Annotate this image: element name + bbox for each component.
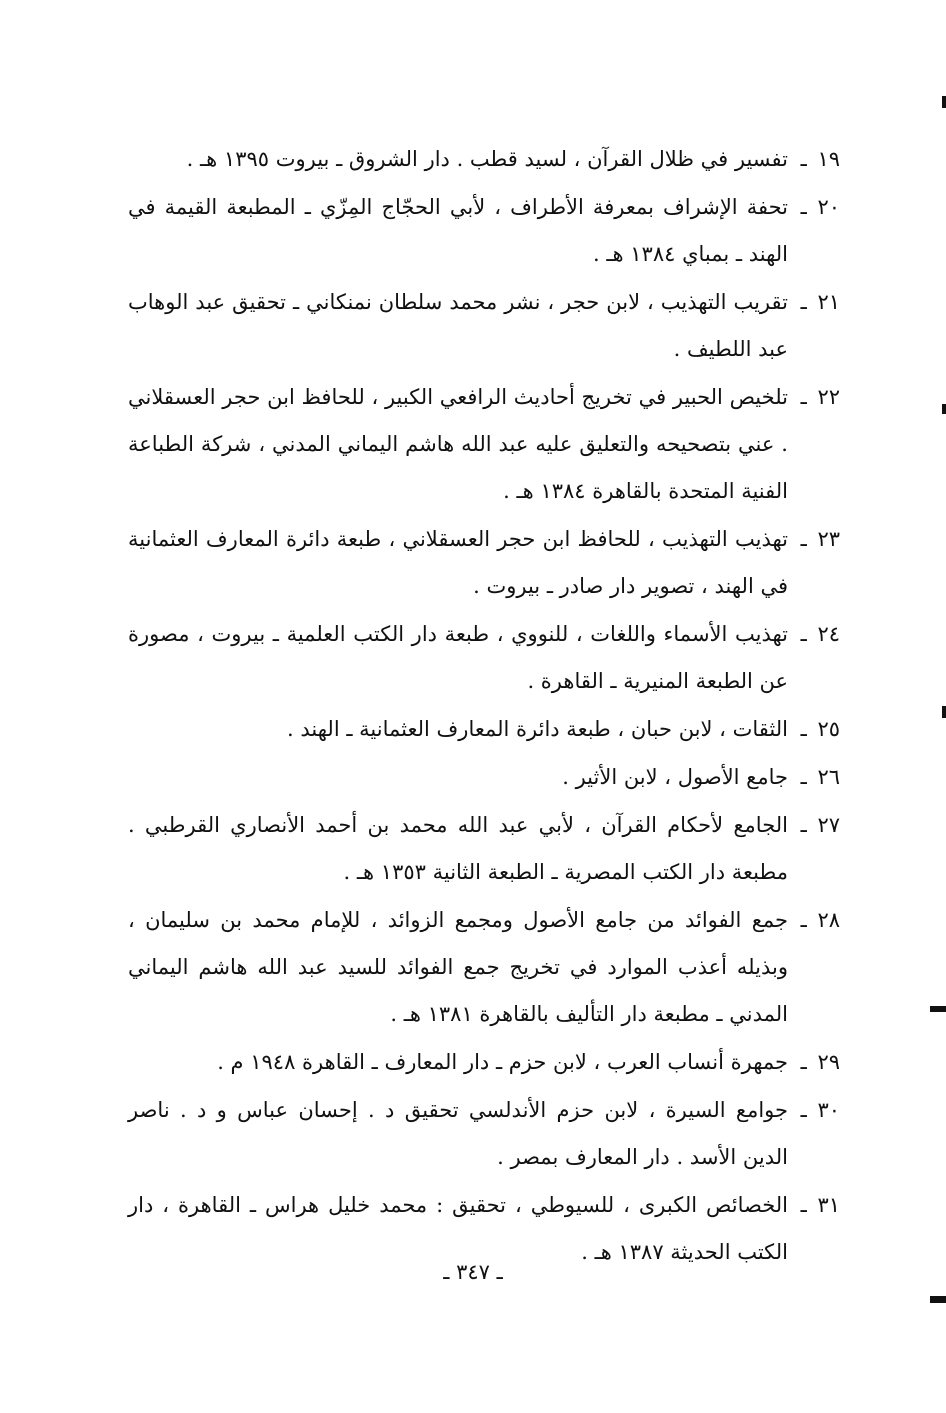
scan-edge-mark [930,1006,946,1012]
entry-text: جمع الفوائد من جامع الأصول ومجمع الزوائد ، للإمام محمد بن سليمان ، وبذيله أعذب الموارد في تخريج جمع الفوائد للسيد عبد الله هاشم اليماني المدني ـ مطبعة دار التأليف بالقاهرة ١٣٨١ هـ . [128,908,788,1026]
entry-text: جمهرة أنساب العرب ، لابن حزم ـ دار المعارف ـ القاهرة ١٩٤٨ م . [217,1050,788,1074]
bibliography-entry [128,184,840,278]
bibliography-entry [128,279,840,373]
entry-text: تفسير في ظلال القرآن ، لسيد قطب . دار الشروق ـ بيروت ١٣٩٥ هـ . [186,147,788,171]
scan-edge-mark [942,706,946,718]
bibliography-entry [128,706,840,753]
entry-text: الخصائص الكبرى ، للسيوطي ، تحقيق : محمد خليل هراس ـ القاهرة ، دار الكتب الحديثة ١٣٨٧ هـ . [128,1193,788,1264]
entry-number: ٢١ ـ [800,290,840,314]
bibliography-entry [128,516,840,610]
scan-edge-mark [930,1296,946,1303]
bibliography-list [128,136,840,1277]
entry-text: الثقات ، لابن حبان ، طبعة دائرة المعارف العثمانية ـ الهند . [287,717,788,741]
entry-text: تقريب التهذيب ، لابن حجر ، نشر محمد سلطان نمنكاني ـ تحقيق عبد الوهاب عبد اللطيف . [128,290,788,361]
entry-number: ٢٧ ـ [800,813,840,837]
bibliography-entry [128,374,840,515]
entry-text: جوامع السيرة ، لابن حزم الأندلسي تحقيق د . إحسان عباس و د . ناصر الدين الأسد . دار المعارف بمصر . [128,1098,788,1169]
bibliography-entry [128,1039,840,1086]
entry-text: تلخيص الحبير في تخريج أحاديث الرافعي الكبير ، للحافظ ابن حجر العسقلاني . عني بتصحيحه والتعليق عليه عبد الله هاشم اليماني المدني ، شركة الطباعة الفنية المتحدة بالقاهرة ١٣٨٤ هـ . [128,385,788,503]
entry-text: تهذيب الأسماء واللغات ، للنووي ، طبعة دار الكتب العلمية ـ بيروت ، مصورة عن الطبعة المنيرية ـ القاهرة . [128,622,788,693]
bibliography-entry [128,897,840,1038]
entry-number: ٢٩ ـ [800,1050,840,1074]
entry-number: ٢٤ ـ [800,622,840,646]
entry-text: تحفة الإشراف بمعرفة الأطراف ، لأبي الحجّاج المِزّي ـ المطبعة القيمة في الهند ـ بمباي ١٣٨٤ هـ . [128,195,788,266]
scan-edge-mark [942,404,946,414]
entry-text: الجامع لأحكام القرآن ، لأبي عبد الله محمد بن أحمد الأنصاري القرطبي . مطبعة دار الكتب المصرية ـ الطبعة الثانية ١٣٥٣ هـ . [128,813,788,884]
entry-number: ٣١ ـ [800,1193,840,1217]
entry-number: ٢٥ ـ [800,717,840,741]
bibliography-entry [128,802,840,896]
entry-number: ٣٠ ـ [800,1098,840,1122]
entry-number: ٢٨ ـ [800,908,840,932]
entry-number: ١٩ ـ [800,147,840,171]
scan-edge-mark [942,96,946,108]
entry-number: ٢٣ ـ [800,527,840,551]
bibliography-entry [128,136,840,183]
entry-text: جامع الأصول ، لابن الأثير . [562,765,788,789]
entry-number: ٢٢ ـ [800,385,840,409]
bibliography-entry [128,611,840,705]
entry-text: تهذيب التهذيب ، للحافظ ابن حجر العسقلاني ، طبعة دائرة المعارف العثمانية في الهند ، تصوير دار صادر ـ بيروت . [128,527,788,598]
page-number: ـ ٣٤٧ ـ [443,1260,503,1284]
bibliography-entry [128,1087,840,1181]
entry-number: ٢٦ ـ [800,765,840,789]
bibliography-entry [128,754,840,801]
entry-number: ٢٠ ـ [800,195,840,219]
